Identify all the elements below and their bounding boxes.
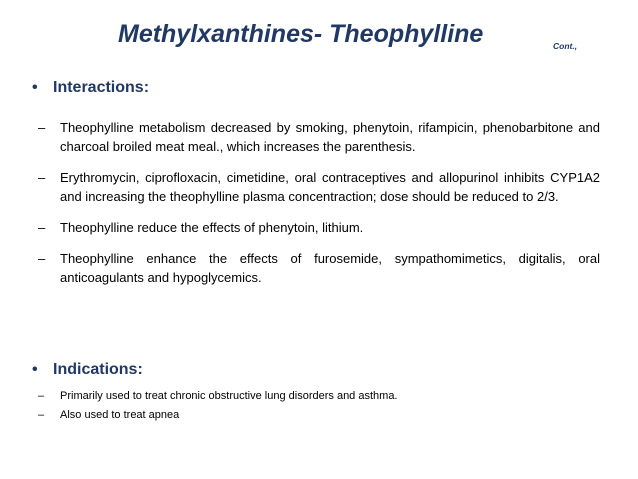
dash-icon: – — [38, 251, 46, 266]
dash-icon: – — [38, 220, 46, 235]
interaction-text: Theophylline reduce the effects of phenytoin, lithium. — [60, 220, 364, 235]
bullet-icon: • — [32, 361, 38, 378]
interactions-heading-row — [32, 76, 618, 100]
interaction-text: Theophylline enhance the effects of furosemide, sympathomimetics, digitalis, oral anticoagulants and hypoglycemics. — [60, 251, 600, 285]
list-item — [38, 389, 618, 404]
indications-list — [32, 389, 618, 423]
list-item — [38, 118, 618, 156]
list-item — [38, 249, 618, 287]
indications-section — [32, 358, 618, 427]
interactions-heading: Interactions: — [53, 79, 150, 96]
interactions-list — [32, 118, 618, 287]
indication-text: Also used to treat apnea — [60, 409, 180, 421]
continued-label: Cont., — [553, 41, 578, 51]
indications-heading: Indications: — [53, 361, 143, 378]
indications-heading-row — [32, 358, 618, 382]
title-row — [0, 20, 638, 60]
list-item — [38, 408, 618, 423]
list-item — [38, 168, 618, 206]
dash-icon: – — [38, 170, 46, 185]
list-item — [38, 218, 618, 237]
interactions-section — [32, 76, 618, 299]
interaction-text: Erythromycin, ciprofloxacin, cimetidine, oral contraceptives and allopurinol inhibits CYP1A2 and increasing the theophylline plasma concentraction; dose should be reduced to 2/3. — [60, 170, 600, 204]
dash-icon: – — [38, 120, 46, 135]
dash-icon: – — [38, 390, 45, 402]
dash-icon: – — [38, 409, 45, 421]
indication-text: Primarily used to treat chronic obstructive lung disorders and asthma. — [60, 390, 398, 402]
interaction-text: Theophylline metabolism decreased by smoking, phenytoin, rifampicin, phenobarbitone and charcoal broiled meat meal., which increases the parenthesis. — [60, 120, 600, 154]
slide-title: Methylxanthines- Theophylline — [118, 20, 484, 48]
bullet-icon: • — [32, 79, 38, 96]
